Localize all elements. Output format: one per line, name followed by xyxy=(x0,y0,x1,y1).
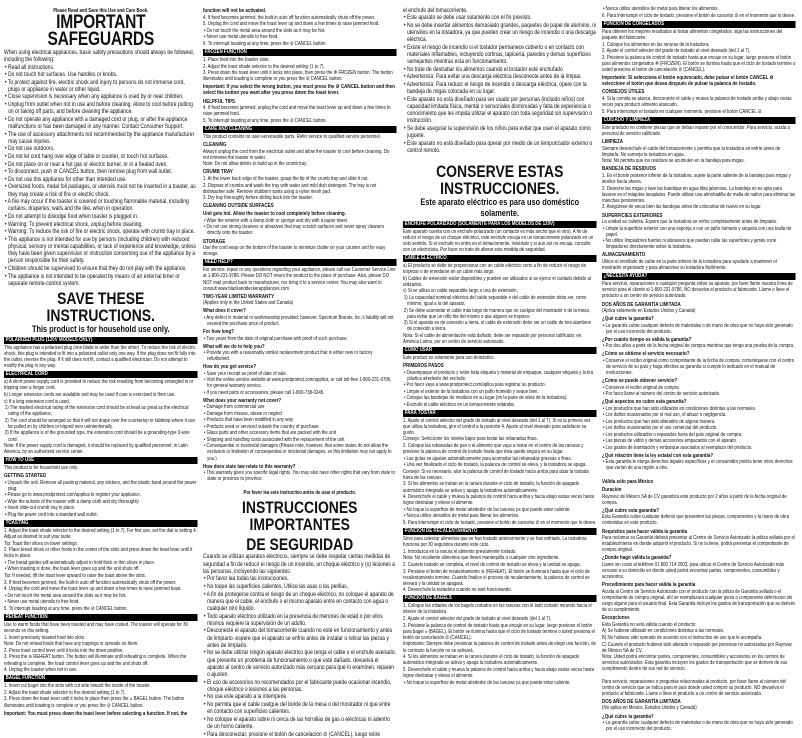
paragraph: 2. Ajuste el control selector del grado de tostado al nivel deseado (del 1 al 7). xyxy=(602,48,751,55)
list-item: • A fin de protegerse contra el riesgo de un choque eléctrico, no coloque el aparato de manera que el cable, el enchufe o el mismo aparato entre en contacto con agua o cualquier otro líquido. xyxy=(203,590,394,613)
paragraph: 1. Place food into the toaster slots. xyxy=(203,56,270,63)
list-item: • Plug the power cord into a standard wall outlet. xyxy=(4,511,98,518)
subheading: For how long? xyxy=(203,329,235,336)
section-subtitle: Este aparato eléctrico es para uso doméstico solamente. xyxy=(420,196,580,218)
paragraph: 1. Adjust the toast shade selector to the desired setting (1 to 7). For first use, set the dial to setting 4. Adjust as desired to suit your taste. xyxy=(4,528,197,541)
section-header: REHEAT FUNCTION xyxy=(4,614,198,621)
list-item: • The bread guides will automatically adjust to hold thick or thin slices in place. xyxy=(4,559,155,566)
document-note: Please Read and Save this Use and Care Book. xyxy=(53,8,149,14)
list-item: • This warranty gives you specific legal rights. You may also have other rights that vary from state to state or province to province. xyxy=(203,470,396,483)
list-item: • No se debe utilizar ningún aparato eléctrico que tenga el cable o el enchufe averiado, que presente un problema de funcionamiento o que esté dañado. devuelva el aparato al centro de servicio autorizado más cercano para que lo examinen, reparen o ajusten. xyxy=(203,649,396,679)
list-item: • Shipping and handling costs associated with the replacement of the unit xyxy=(203,436,345,443)
paragraph: C) Cuando el producto hubiese sido alterado o reparado por personas no autorizadas por Rayovac de México SA de CV. xyxy=(602,641,793,654)
document-note: Por favor lea este instructivo antes de usar el producto. xyxy=(243,489,357,496)
paragraph: 4. Si los alimentos se traban en la ranura durante el ciclo de tostado, la función de apagado automático integrada se activa y apaga la tostadora automáticamente. xyxy=(403,654,580,667)
subheading: What does your warranty not cover? xyxy=(203,397,282,404)
paragraph: 3. Press the ≋ REHEAT button. The button will illuminate until reheating is complete. When the reheating is complete, the toast control lever goes up and the unit shuts off. xyxy=(4,654,187,667)
list-item: • Las guías se ajustan automáticamente para acomodar las rebanadas gruesas o finas. xyxy=(403,455,572,462)
list-item: 3) If the appliance is of the grounded type, the extension cord should be a grounding-type 3-wire cord. xyxy=(4,430,190,443)
paragraph: c) Si se utiliza un cable separable largo o una de extensión, xyxy=(403,288,518,295)
paragraph: Acuda al Centro de Servicio Autorizado con el producto con la póliza de Garantía sellada o el comprobante de compra original, ahí se reemplazará cualquier pieza o componente defectuoso sin cargo alguno para el usuario final. Esta Garantía incluye los gastos de transportación que se deriven de su cumplimiento. xyxy=(602,588,796,614)
paragraph: 2. Place bread slices or other foods in the center of the slots and press down the toast lever until it locks in place. xyxy=(4,547,193,560)
section-subtitle: This product is for household use only. xyxy=(31,324,170,335)
subheading: CLEANING OUTSIDE SURFACES xyxy=(203,203,274,210)
list-item: • Damage from misuse, abuse or neglect xyxy=(203,410,283,417)
paragraph: Tip: Toast thin slices on lower settings. xyxy=(4,540,78,547)
list-item: • Save your receipt as proof of date of sale. xyxy=(203,370,287,377)
paragraph: 3. Press down the toast lever until it locks in place then press the ◒ BAGEL button. The button illuminates until toasting is complete or you press the ⊘ CANCEL button. xyxy=(4,696,185,709)
paragraph: Nota: No permita que los residuos se acumulen en la bandeja para migas. xyxy=(602,158,745,165)
paragraph: 1. Coloque las mitades de los bagels cortados en las ranuras con el lado cortado mirando hacia el interior de la tostadora. xyxy=(403,603,592,616)
list-item: • Existe el riesgo de incendio si el tostador permanece cubierto o en contacto con materiales inflamables, incluyendo cortinas, tapicería, paredes y demas superficies semejantes mientras esta en funcionamiento. xyxy=(403,43,591,66)
paragraph: Llame sin costo al teléfono 01 800 714 2503, para ubicar el Centro de Servicio Autorizado más cercano a su domicilio en donde usted podrá encontrar partes, componentes, consumibles y accesorios. xyxy=(602,561,785,581)
list-item: • No se debe insertar alimentos demasiado grandes, paquetes de papel de aluminio, ni utensilios en la tostadora, ya que pueden crear un riesgo de incendio o una descarga eléctrica. xyxy=(403,21,597,44)
list-item: • Do not let cord hang over edge of table or counter, or touch hot surfaces. xyxy=(4,153,169,161)
subheading: ¿Qué aspectos no cubre esta garantía? xyxy=(602,399,687,406)
list-item: • To protect against fire, electric shock and injury to persons do not immerse cord, plugs or appliance in water or other liquid. xyxy=(4,78,185,93)
paragraph: a) El producto se debe de proporcionar con un cable eléctrico corto a fin de reducir el riesgo de tropezar o de enredarse en un cable más largo. xyxy=(403,262,587,276)
list-item: • Los gastos de tramitación y embarque asociados al reemplazo del producto. xyxy=(602,444,753,451)
list-item: 1) La capacidad nominal eléctrica del cable separable o del cable de extensión debe ser, como mínimo, igual a la del aparato, xyxy=(403,294,587,308)
paragraph: Para servicio, reparaciones o cualquier pregunta sobre su aparato, por favor llame nuestra línea de servicio para el cliente al 1-800-231-9786. NO devuelva el producto al fabricante. Llame o lleve el producto a un centro de servicio autorizado. xyxy=(602,281,793,300)
paragraph: a) A short power-supply cord is provided to reduce the risk resulting from becoming entangled in or tripping over a longer cord. xyxy=(4,379,194,392)
list-item: • No toque la superficie de metal alrededor de las ranuras ya que puede estar caliente. xyxy=(403,679,571,686)
list-item: • A fire may occur if the toaster is covered or touching flammable material, including curtains, draperies, walls and the like, when in operation. xyxy=(4,198,189,213)
spacer xyxy=(403,155,597,160)
paragraph: 4. Desenchufe la tostadora cuando no esté funcionando. xyxy=(403,587,512,594)
subheading: GETTING STARTED xyxy=(4,473,47,480)
spacer xyxy=(602,472,796,477)
list-item: • Por dos años a partir de la fecha original de compra mientras que tenga una prueba de la compra. xyxy=(602,343,795,350)
subheading: TWO-YEAR LIMITED WARRANTY xyxy=(203,293,275,300)
paragraph: A) Se hubiese utilizado en condiciones distintas a las normales. xyxy=(602,628,725,635)
paragraph: For service, repair or any questions regarding your appliance, please call our Customer Service Line at 1-800-231-9786. Please DO NOT return the product to the place of purchase. Also, please DO NOT mail product back to manufacturer, nor bring it to a service center. You may also want to consult www.blackanddeckerappliances.com xyxy=(203,267,396,292)
paragraph: Note: Do not reheat foods that have any toppings or spreads on them. xyxy=(4,641,139,648)
list-item: • Insert slide-out crumb tray in place. xyxy=(4,505,76,512)
list-item: • Warning: To reduce the risk of fire or electric shock, operate with crumb tray in place. xyxy=(4,228,195,236)
section-header: CABLE ELÉCTRICO xyxy=(403,255,597,262)
list-item: • Este aparato no está diseñado para ser usado por personas (incluido niños) con capacidad limitada física, mental o sensoriales disminuidas y falta de experiencia o conocimiento que les impida utilizar el aparato con toda seguridad sin supervisión o instrucción. xyxy=(403,95,593,125)
paragraph: 2. Adjust the toast shade selector to the desired setting (1 to 7). xyxy=(203,63,325,70)
paragraph: Utilice el enrollado de cable en la parte inferior de la tostadora para ayudarle a mantener el mostrador organizado y para almacenar su tostadora fácilmente. xyxy=(602,259,777,272)
paragraph: Cuando se utilizan aparatos eléctricos, siempre se debe respetar ciertas medidas de seguridad a fin de reducir el riesgo de un incendio, un choque eléctrico y (o) lesiones a las personas, incluyendo las siguientes: xyxy=(203,553,395,575)
list-item: • Products that have been modified in any way xyxy=(203,417,293,424)
list-item: • Never use metal utensils to free food. xyxy=(203,34,279,41)
paragraph: Este producto no contiene piezas que se deban reparar por el consumidor. Para servicio, acuda a personal de servicio calificado. xyxy=(602,124,790,137)
paragraph: 5. To interrupt toasting at any time, press the ⊘ CANCEL button. xyxy=(4,605,128,612)
subheading: SUPERFICIES EXTERIORES xyxy=(602,212,663,219)
paragraph: Tip: If needed, lift the toast lever upward to raise the toast above the slots. xyxy=(4,573,147,580)
paragraph: (Applies only in the United States and Canada) xyxy=(203,300,294,307)
paragraph: 2. Coloque las rebanadas de pan o el alimento que vaya a tostar en el centro de las ranuras y presione la palanca de control de tostado hasta que ésta quede segura en su lugar. xyxy=(403,443,584,456)
paragraph: 2. Adjust the toast shade selector to the desired setting (1 to 7). xyxy=(4,689,126,696)
list-item: • Los productos utilizados o reparados fuera del país original de compra. xyxy=(602,431,743,438)
list-item: • Close supervision is necessary when any appliance is used by or near children. xyxy=(4,93,184,101)
list-item: • Todo aparato eléctrico utilizado en la presencia de menores de edad o por ellos mismos requiere la supervisión de un adulto. xyxy=(203,612,383,627)
paragraph: b) Cables de extensión están disponibles y pueden ser utilizados si se ejerce el cuidado debido al utilizarlos. xyxy=(403,275,591,288)
paragraph: Use to warm foods that have been toasted and may have cooled. The toaster will operate for 30 seconds on this setting. xyxy=(4,622,188,635)
subheading: ¿Donde hago válida la garantía? xyxy=(602,555,672,562)
list-item: • To disconnect, push ⊘ CANCEL button, then remove plug from wall outlet. xyxy=(4,168,173,176)
paragraph: c) If a long extension cord is used, xyxy=(4,398,70,405)
paragraph: 4. If food becomes jammed, the built-in auto off function automatically shuts off the power. xyxy=(203,14,376,21)
list-item: • Wipe the exterior with a damp cloth or sponge and dry with a paper towel. xyxy=(203,217,349,224)
list-item: • Por favor llame al número del centro de servicio autorizado. xyxy=(602,391,721,398)
list-item: • Los daños ocasionados por el mal uso, el abuso o negligencia. xyxy=(602,412,727,419)
paragraph: Note: Do not allow debris to build up in the crumb tray. xyxy=(203,161,308,168)
paragraph: Para servicio, reparaciones o preguntas relacionadas al producto, por favor llame al número del centro de servicio que se indica para el país donde usted compró su producto. NO devuelva el producto al fabricante. Llame o lleve el producto a un centro de servicio autorizado. xyxy=(602,678,786,697)
list-item: 1) The marked electrical rating of the extension cord should be at least as great as the electrical rating of the appliance, xyxy=(4,405,189,418)
subheading: How do you get service? xyxy=(203,364,257,371)
list-item: • Please go to www.prodprotect.com/applica to register your appliance. xyxy=(4,492,141,499)
list-item: • Una vez finalizado el ciclo de tostado, la palanca de control se eleva, y la tostadora se apaga. xyxy=(403,462,587,469)
paragraph: 1. Insert previously toasted food into slots. xyxy=(4,634,86,641)
paragraph: Sirve para calentar alimentos que se han tostado anteriormente y se han enfriado. La tostadora funciona por 30 segundos durante este ciclo. xyxy=(403,536,587,549)
section-title: INSTRUCCIONES IMPORTANTES xyxy=(242,497,358,534)
subheading: ¿Qué cubre la garantía? xyxy=(602,316,654,323)
paragraph: Este product es solamente para uso doméstico. xyxy=(403,354,495,361)
list-item: • Do not touch the metal area around the slots as it may be hot. xyxy=(4,592,127,599)
section-header: TOASTING xyxy=(4,520,198,527)
list-item: • Para desconectar, presione el botón de cancelación ⊘ (CANCEL), luego retire xyxy=(203,730,381,738)
list-item: • El uso de accesorios no recomendados por el fabricante puede ocasionar incendio, choque eléctrico o lesiones a las personas. xyxy=(203,678,392,693)
list-item: • Do not use this appliance for other than intended use. xyxy=(4,175,127,183)
list-item: • Do not operate any appliance with a damaged cord or plug, or after the appliance malfunctions or has been damaged in any manner. Contact Consumer Support. xyxy=(4,115,188,131)
paragraph: 3. If food becomes jammed, the built-in auto off function automatically shuts off the power. xyxy=(4,579,177,586)
paragraph: 5. Para interrumpir el ciclo de tostado, presione el botón de cancelar ⊘ en el momento que lo desee. xyxy=(403,519,597,526)
list-item: • No trate de destrabar los alimentos cuando el tostador esté enchufado xyxy=(403,65,563,73)
subheading: Requisitos para hacer válida la garantía xyxy=(602,528,687,535)
list-item: • Any defect in material or workmanship provided; however, Spectrum Brands, Inc.'s liability will not exceed the purchase price of product. xyxy=(203,314,394,327)
list-item: • No permita que el cable cuelgue del borde de la mesa o del mostrador ni que entre en contacto con superficies calientes. xyxy=(203,701,391,716)
paragraph: 3. Si los alimentos se traban en la ranura durante el ciclo de tostado, la función de apagado automático integrada se activa y apaga la tostadora automáticamente. xyxy=(403,481,580,494)
paragraph: This product contains no user-serviceable parts. Refer service to qualified service personnel. xyxy=(203,133,381,140)
list-item: • Never use metal utensils to free food. xyxy=(4,599,80,606)
subheading: Excepciones xyxy=(602,615,630,622)
list-item: • The appliance is not intended to be operated by means of an external timer or separate remote-control system. xyxy=(4,272,180,287)
list-item: • Read all instructions. xyxy=(4,63,55,71)
subheading: Important: You must press down the toast lever before selecting a function. If not, the xyxy=(4,710,188,717)
subheading: PRIMEROS PASOS xyxy=(403,363,444,370)
paragraph: 5. Para interrumpir el tostado en cualquier momento, presione el botón CANCEL ⊘ xyxy=(602,108,762,115)
list-item: • No coloque el aparato sobre ni cerca de las hornillas de gas o eléctricas ni adentro de un horno caliente. xyxy=(203,715,391,730)
subheading: Procedimiento para hacer válida la garantía xyxy=(602,582,696,589)
list-item: • Do not use outdoors. xyxy=(4,145,55,153)
list-item: • Do not place on or near a hot gas or electric burner, or in a heated oven. xyxy=(4,160,168,168)
paragraph: 3. Presione el botón de recalentamiento ≋ (REHEAT). El botón se iluminará hasta que el ciclo de recalentamiento termine. Cuando finalice el proceso de recalentamiento, la palanca de control se elevará y la unidad se apagará. xyxy=(403,568,590,587)
list-item: 2) The cord should be arranged so that it will not drape over the countertop or tabletop where it can be pulled on by children or tripped over unintentionally. xyxy=(4,417,196,430)
section-header: COMO USAR xyxy=(403,347,597,354)
paragraph: Para reclamar su Garantía deberá presentar al Centro de Servicio Autorizado la póliza sellada por el establecimiento en donde adquirió el producto. Si no la tiene, podrá presentar el comprobante de compra original. xyxy=(602,535,795,554)
section-header: ENCHUFE POLARIZADO (SOLAMENTE PARA LOS MODELOS DE 120V) xyxy=(403,221,597,228)
list-item: • Enchufe el cable eléctrico en un tomacorriente estándar. xyxy=(403,401,515,408)
section-header: CARE AND CLEANING xyxy=(203,126,397,133)
section-header: HOW TO USE xyxy=(4,457,198,464)
section-title: SAVE THESE INSTRUCTIONS. xyxy=(46,289,155,326)
list-item: • Provide you with a reasonably similar replacement product that is either new or factory refurbished. xyxy=(203,350,373,363)
subheading: ¿Por cuánto tiempo es válida la garantía? xyxy=(602,336,692,343)
list-item: • Limpie la superficie exterior con una esponja o con un paño húmedo y séquela con una toalla de papel. xyxy=(602,225,792,238)
list-item: • Oversized foods, metal foil packages, or utensils must not be inserted in a toaster, as they may create a risk of fire or electric shock. xyxy=(4,183,196,198)
paragraph: 1. Introduzca en la ranura el alimento previamente tostado. xyxy=(403,548,517,555)
subheading: BANDEJA DE RESIDUOS xyxy=(602,166,656,173)
paragraph: When using electrical appliances, basic safety precautions should always be followed, including the following: xyxy=(4,48,194,63)
spacer xyxy=(203,483,397,488)
paragraph: Note: If the power supply cord is damaged, it should be replaced by qualified personnel; in Latin America, by an authorized service center. xyxy=(4,443,188,456)
subheading: ¿Qué cubre la garantía? xyxy=(602,713,654,720)
paragraph: Nota: Usted podrá encontrar partes, componentes, consumibles y accesorios en los centros de servicios autorizados. Esta garantía incluyen los gastos de transportación que se deriven de sus cumplimiento dentro de sus red de servicio. xyxy=(602,654,788,673)
subheading: DOS AÑOS DE GARANTÍA LIMITADA xyxy=(602,301,681,308)
subheading: Unit gets hot. Allow the toaster to cool completely before cleaning. xyxy=(203,211,346,218)
paragraph: Importante: Siempre debe presionar la palanca de control de tostado antes de elegir una función, de lo contrario la función no se activará. xyxy=(403,641,596,654)
paragraph: (No aplica en México, Estados Unidos y Canadá) xyxy=(602,705,697,712)
list-item: • Advertencia: Para evitar una descarga eléctrica desconecte antes de la limpiar. xyxy=(403,73,582,81)
paragraph: Always unplug the cord from the electrical outlet and allow the toaster to cool before cleaning. Do not immerse the toaster in water. xyxy=(203,148,390,161)
paragraph: Para obtener los mejores resultados al tostar alimentos congelados, siga las instrucciones del paquete del fabricante. xyxy=(602,29,783,42)
spacer xyxy=(602,673,796,678)
list-item: • Por favor vaya a www.prodprotect.com/aplica para registrar su producto. xyxy=(403,382,546,389)
list-item: • Products used or serviced outside the country of purchase xyxy=(203,423,319,430)
paragraph: 3. Asegúrese de secar bien las bandejas antes de colocarlas de nuevo en su lugar. xyxy=(602,204,762,211)
subheading: function will not be activated. xyxy=(203,8,267,14)
section-header: PARA TOSTAR xyxy=(403,410,597,417)
list-item: • Los daños ocasionados por el uso comercial del producto. xyxy=(602,425,718,432)
list-item: • Las piezas de vidrio y demás accesorios empacados con el aparato. xyxy=(602,438,738,445)
paragraph: La unidad se calienta. Espere que la tostadora se enfríe completamente antes de limpiarla. xyxy=(602,219,778,226)
paragraph: Rayovac de México SA de CV garantiza este producto por 2 años a partir de la fecha original de compra. xyxy=(602,493,787,506)
section-header: FROZEN FUNCTION xyxy=(203,49,397,56)
section-header: NEED HELP? xyxy=(203,259,397,266)
paragraph: 4. If food becomes jammed, unplug the cord and move the toast lever up and down a few times to raise jammed food. xyxy=(203,105,391,118)
list-item: • Wipe the outside of the toaster with a damp cloth and dry thoroughly. xyxy=(4,498,140,505)
subheading: CLEANING xyxy=(203,141,227,148)
paragraph: 3. Press down the toast lever until it locks into place, then press the ❄ FROZEN button. The button illuminates until toasting is complete or you press the ⊘ CANCEL button. xyxy=(203,70,393,83)
paragraph: 3. Presione la palanca de control de tostado hasta que encaje en su lugar, luego presione el botón para alimentos congelados ❄ (FROZEN). El botón se ilumina hasta que el ciclo de tostado termine o usted presiona el botón de cancelación ⊘ (CANCEL). xyxy=(602,54,796,74)
list-item: • La garantía cubre cualquier defecto de materiales o de mano de obra que no haya sido generado por el uso incorrecto del producto. xyxy=(602,322,793,335)
paragraph: 2. Ajuste el control selector del grado de tostado al nivel deseado (del 1 al 7). xyxy=(403,616,552,623)
list-item: • Warning: To prevent electrical shock, unplug before cleaning. xyxy=(4,220,143,228)
subheading: ¿Qué cubre esta garantía? xyxy=(602,507,659,514)
list-item: • Two years from the date of original purchase with proof of such purchase. xyxy=(203,335,348,342)
list-item: • Por favor lea todas las instrucciones. xyxy=(203,575,289,583)
paragraph: 2. Press toast control lever until it locks into the down position. xyxy=(4,647,124,654)
subheading: CRUMB TRAY xyxy=(203,169,233,176)
paragraph: 2. Cuando tostado se completa, el nivel de control de tostado se eleva y la unidad se apaga. xyxy=(403,561,581,568)
section-header: POLARIZED PLUG (120V MODELS ONLY) xyxy=(4,337,198,344)
list-item: • Do not attempt to dislodge food when toaster is plugged in. xyxy=(4,213,139,221)
subheading: Importante: Si selecciona el botón equivocado, debe pulsar el botón CANCEL ⊘ seleccione el botón que desea después de pulsar la palanca de tostado. xyxy=(602,75,774,88)
paragraph: Nota: No recaliente alimentos que lleven mantequilla o cualquier otro ingrediente. xyxy=(403,555,560,562)
paragraph: (Aplica solamente en Estados Unidos y Canadá) xyxy=(602,308,696,315)
paragraph: Nota: Si el cable de alimentación está dañado, debe ser reparado por personal calificado; en América Latina, por un centro de servicio autorizado. xyxy=(403,332,582,345)
list-item: • Unplug from outlet when not in use and before cleaning. Allow to cool before putting on or taking off parts, and before cleaning the appliance. xyxy=(4,101,193,116)
paragraph: Use the cord wrap on the bottom of the toaster to minimize clutter on your counter and for easy storage. xyxy=(203,245,386,258)
paragraph: 2. Dispose of crumbs and wash the tray with water and mild dish detergent. The tray is not dishwasher safe. Remove stubborn spots using a nylon mesh pad. xyxy=(203,182,377,195)
subheading: ¿Qué relación tiene la ley estatal con esta garantía? xyxy=(602,452,714,459)
paragraph: el enchufe del tomacorriente. xyxy=(403,6,468,14)
list-item: 3) Si el aparato es de conexión a tierra, el cable de extensión debe ser un cable de tres alambres de conexión a tierra. xyxy=(403,320,591,333)
subheading: HELPFUL TIPS xyxy=(203,98,235,105)
list-item: • Se debe asegurar la supervisión de los niños para evitar que usen el aparato como juguete. xyxy=(403,124,591,140)
paragraph: 1. En el borde posterior inferior de la tostadora, sujete la parte saliente de la bandeja para migas y deslice hacia afuera. xyxy=(602,172,791,186)
paragraph: 4. Unplug the toaster when not in use. xyxy=(4,667,78,674)
list-item: • Los productos que han sido alterados de alguna manera. xyxy=(602,418,716,425)
paragraph: Consejo: Seleccione los niveles bajos para tostar las rebanadas finas. xyxy=(403,436,538,443)
list-item: • Conserve el recibo original de compra. xyxy=(602,384,680,391)
paragraph: 1. Ajuste el control selector del grado de tostado al nivel deseado (del 1 al 7). Si es la primera vez que utiliza la tostadora, gire el control a la posición 4. Ajuste al nivel deseado para satisfacer su gusto. xyxy=(403,417,591,436)
list-item: • La garantía cubre cualquier defecto de materiales o de mano de obra que no haya sido generado por el uso incorrecto del producto. xyxy=(602,720,793,733)
list-item: • If you need parts or accessories, please call 1-800-738-0245. xyxy=(203,389,325,396)
list-item: • Este aparato no está diseñado para operar por medio de un temporizador externo o control remoto. xyxy=(403,139,593,154)
subheading: CONSEJOS ÚTILES xyxy=(602,89,645,96)
subheading: Important: If you select the wrong button, you must press the ⊘ CANCEL button and then select the button you want after you press down the toast lever. xyxy=(203,84,395,97)
section-header: FUNCIÓN DE BAGELS xyxy=(403,595,597,602)
subheading: What will we do to help you? xyxy=(203,343,265,350)
column-3 xyxy=(403,6,597,686)
list-item: • Desconecte el aparato del tomacorriente cuando no esté en funcionamiento y antes de limpiarlo. espere que el aparato se enfríe antes de instalar o retirar las piezas y antes de limpiarlo. xyxy=(203,627,393,649)
paragraph: B) No hubiese sido operado de acuerdo con el instructivo de uso que le acompaña. xyxy=(602,635,763,641)
list-item: • No use este aparato a la intemperie. xyxy=(203,693,288,701)
list-item: • Nunca utilice utensilios de metal para liberar los alimentos. xyxy=(602,6,719,13)
list-item: • Los productos que han sido utilizados en condiciones distintas a las normales. xyxy=(602,405,757,412)
list-item: • When toasting is done, the toast lever goes up and the unit shuts off. xyxy=(4,566,140,573)
section-header: FUNCIÓN DE CONGELADOS xyxy=(602,21,796,28)
subheading: Duración xyxy=(602,486,622,493)
section-header: ELECTRICAL CORD xyxy=(4,371,198,378)
paragraph: 4. Desenchufe el cable y mueva la palanca de control hacia arriba y hacia abajo varias veces hasta lograr destrabar y elevar el alimento. xyxy=(403,494,594,507)
list-item: • Do not touch hot surfaces. Use handles or knobs. xyxy=(4,71,118,79)
list-item: • This appliance is not intended for use by persons (including children) with reduced physical, sensory or mental capabilities, or lack of experience and knowledge, unless they have been given supervision or instruction concerning use of the appliance by a person responsible for their safety. xyxy=(4,235,196,265)
section-header: ¿NECESITA AYUDA? xyxy=(602,273,796,280)
paragraph: 4. Unplug the cord and move the toast lever up and down a few times to raise jammed toast. xyxy=(4,586,182,593)
paragraph: This appliance has a polarized plug (one blade is wider than the other). To reduce the risk of electric shock, this plug is intended to fit into a polarized outlet only one way. If the plug does not fit fully into the outlet, reverse the plug. If it still does not fit, contact a qualified electrician. Do not attempt to modify the plug in any way. xyxy=(4,345,196,370)
list-item: • No toque las superficies calientes. Utilice las asas o las perillas. xyxy=(203,583,349,591)
paragraph: 5. Desenchufe el cable y mueva la palanca de control hacia arriba y hacia abajo varias veces hasta lograr destrabar y elevar el alimento. xyxy=(403,666,594,679)
subheading: ¿Cómo se puede obtener servicio? xyxy=(602,378,678,385)
paragraph: 2. Deseche las migas y lave las bandejas en agua tibia jabonosa. La bandeja no es apta para lavarse en el máquina lavaplatos. Puede utilizar una almohadilla de malla de nailon para eliminar las manchas persistentes. xyxy=(602,185,796,204)
subheading: Válida sólo para México xyxy=(602,478,654,485)
paragraph: This product is for household use only. xyxy=(4,465,79,472)
list-item: • Este aparato se debe usar solamente con el fin previsto. xyxy=(403,14,532,22)
paragraph: 5. To interrupt toasting at any time, press the ⊘ CANCEL button. xyxy=(203,117,327,124)
column-4 xyxy=(602,6,796,733)
paragraph: 4. Si la comida se atasca, desconecte el cable y mueva la palanca de tostado arriba y abajo varias veces para producir alimento atascado. xyxy=(602,96,792,109)
section-title: DE SEGURIDAD xyxy=(246,534,354,554)
section-header: CUIDADO Y LIMPIEZA xyxy=(602,117,796,124)
column-2 xyxy=(203,6,397,738)
subheading: STORAGE xyxy=(203,238,226,245)
paragraph: Consejo: Si es necesario, alce la palanca de control de tostado hacia arriba para alzar la tostada fuera de las ranuras. xyxy=(403,468,589,481)
subheading: ALMACENAMIENTO xyxy=(602,252,646,259)
subheading: What does it cover? xyxy=(203,308,246,315)
list-item: • Damage from commercial use xyxy=(203,404,265,411)
document-title: IMPORTANT SAFEGUARDS xyxy=(47,12,155,51)
list-item: • Do not use strong cleaners or abrasives that may scratch surfaces and never spray cleaners directly onto the toaster. xyxy=(203,224,385,237)
subheading: LIMPIEZA xyxy=(602,138,624,145)
section-header: FUNCIÓN DE RECALENTAMIENTO xyxy=(403,528,597,535)
list-item: • Visit the online service website at www.prodprotect.com/applica, or call toll-free 1-800-231-9786, for general warranty service. xyxy=(203,377,392,390)
paragraph: 1. Coloque los alimentos en las ranuras de la tostadora. xyxy=(602,41,710,48)
list-item: • Desempaque el producto y retire toda etiqueta y material de empaque, cualquier etiqueta y la tira plástica alrededor del enchufe. xyxy=(403,369,594,382)
paragraph: 6. To interrupt toasting at any time, press the ⊘ CANCEL button. xyxy=(203,40,327,47)
subheading: How does state law relate to this warranty? xyxy=(203,463,296,470)
paragraph: Este aparato cuenta con un enchufe polarizado (un contacto es más ancho que el otro). A fin de reducir el riesgo de un choque eléctrico, este enchufe encaja en un tomacorriente polarizado en un solo sentido. Si el enchufe no entra en el tomacorriente, inviértalo y si aun así no encaja, consulte con un electricista. Por favor no trate de alterar esta medida de seguridad. xyxy=(403,228,594,253)
paragraph: 3. Dry tray thoroughly before sliding back into the toaster. xyxy=(203,195,313,202)
paragraph: Esta Garantía no será válida cuando el producto: xyxy=(602,621,697,628)
list-item: • Children should be supervised to ensure that they do not play with the appliance. xyxy=(4,265,187,273)
subheading: DOS AÑOS DE GARANTÍA LIMITADA xyxy=(602,698,681,705)
section-title: CONSERVE ESTAS INSTRUCCIONES. xyxy=(436,161,564,198)
paragraph: 6. Para interrumpir el ciclo de tostado, presione el botón de cancelar ⊘ en el momento que lo desee. xyxy=(602,12,796,19)
subheading: ¿Cómo se obtiene el servicio necesario? xyxy=(602,351,690,358)
paragraph: Siempre desenchufe el cable del tomacorriente y permita que la tostadora se enfríe antes de limpiarla. No sumerja la tostadora en agua. xyxy=(602,145,781,158)
paragraph: 1. Insert cut bagel into the slots with cut side toward the inside of the toaster. xyxy=(4,683,151,690)
paragraph: 1. At the lower back edge of the toaster, grasp the tip of the crumb tray and slide it out. xyxy=(203,175,369,182)
list-item: • Coloque las bandejas de residuos en su lugar (en la parte de atrás de la tostadora). xyxy=(403,395,568,402)
paragraph: b) Longer extension cords are available and may be used if care is exercised in their use. xyxy=(4,392,176,399)
list-item: • Glass parts and other accessory items that are packed with the unit xyxy=(203,430,336,437)
list-item: • No utilice limpiadores fuertes ni abrasivos que puedan rallar las superficies y jamás rocíe limpiadores directamente sobre la tostadora. xyxy=(602,238,777,251)
list-item: • The use of accessory attachments not recommended by the appliance manufacturer may cause injuries. xyxy=(4,130,195,145)
paragraph: 5. Unplug the cord and move the toast lever up and down a few times to raise jammed food. xyxy=(203,21,380,28)
paragraph: Esta Garantía cubre cualquier defecto que presenten las piezas, componentes y la mano de obra contenidas en este producto. xyxy=(602,514,790,527)
list-item: • Limpie el exterior de la tostadora con un paño húmedo y seque bien. xyxy=(403,388,539,395)
list-item: • Esta garantía le otorga derechos legales específicos y el consumidor podría tener otros derechos que varían de una región a otra. xyxy=(602,459,793,472)
column-1 xyxy=(4,6,198,717)
list-item: • Advertencia: Para reducir el riesgo de incendio o descarga eléctrica, opere con la bandeja de migas colocada en su lugar. xyxy=(403,80,587,96)
list-item: • Do not touch the metal area around the slots as it may be hot. xyxy=(203,27,326,34)
paragraph: 3. Presione la palanca de control de tostado hasta que encaje en su lugar, luego presione el botón para bagel ◒ (BAGEL). El botón se ilumina hasta que el ciclo de tostado termine o usted presiona el botón de cancelación ⊘ (CANCEL). xyxy=(403,622,595,641)
list-item: • Unpack the unit. Remove all packing material, any stickers, and the plastic band around the power plug. xyxy=(4,479,197,492)
list-item: • Nunca utilice utensilios de metal para liberar los alimentos. xyxy=(403,513,520,520)
section-header: BAGEL FUNCTION xyxy=(4,675,198,682)
list-item: • Conserve el recibo original como comprobante de la fecha de compra, comuníquese con el centro de servicio de su país y haga efectiva su garantía si cumple lo indicado en el manual de instrucciones. xyxy=(602,357,795,377)
list-item: • Consequential or incidental damages (Please note, however, that some states do not allow the exclusion or limitation of consequential or incidental damages, so this limitation may not apply to you.) xyxy=(203,443,392,462)
list-item: • No toque la superficie de metal alrededor de las ranuras ya que puede estar caliente. xyxy=(403,506,571,513)
list-item: 2) Se debe acomodar el cable más largo de manera que no cuelgue del mostrador o de la mesa, para evitar que un niño tire del mismo o que alguien se tropiece. xyxy=(403,307,590,320)
